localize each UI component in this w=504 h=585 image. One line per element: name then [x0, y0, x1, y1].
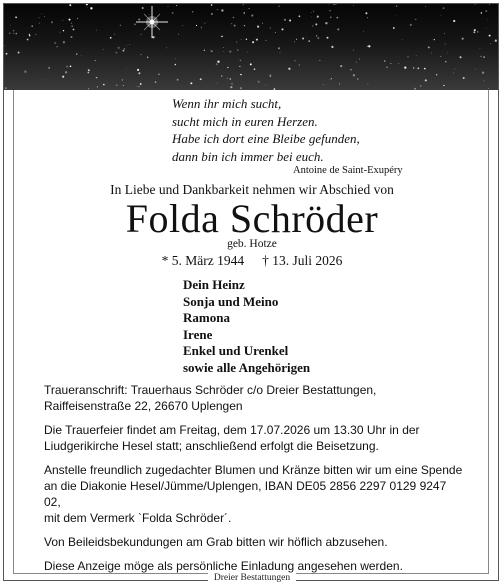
- donation-request: Anstelle freundlich zugedachter Blumen und Kränze bitten wir um eine Spende an die Diakonie Hesel/Jümme/Uplengen, IBAN DE05 2856 2297 0129 9247 02, mit dem Vermerk `Folda Schröder´.: [44, 463, 463, 525]
- death-date: † 13. Juli 2026: [262, 253, 343, 268]
- poem-line: sucht mich in euren Herzen.: [172, 113, 318, 129]
- mourning-address: Traueranschrift: Trauerhaus Schröder c/o Dreier Bestattungen, Raiffeisenstraße 22, 26670 Uplengen: [44, 383, 377, 413]
- maiden-name: geb. Hotze: [227, 238, 277, 250]
- poem: [172, 95, 452, 165]
- funeral-home-name: Dreier Bestattungen: [208, 573, 296, 583]
- mourners-list: [183, 277, 310, 376]
- funeral-info: Die Trauerfeier findet am Freitag, dem 17.07.2026 um 13.30 Uhr in der Liudgerikirche Hesel statt; anschließend erfolgt die Beisetzung.: [44, 423, 420, 453]
- poem-line: Wenn ihr mich sucht,: [172, 96, 282, 111]
- mourner: Dein Heinz: [183, 277, 245, 292]
- night-sky-banner: [4, 4, 498, 90]
- mourner: Irene: [183, 326, 213, 342]
- mourner: Ramona: [183, 310, 230, 325]
- condolence-note: Von Beileidsbekundungen am Grab bitten wir höflich abzusehen.: [44, 535, 388, 549]
- invitation-note: Diese Anzeige möge als persönliche Einladung angesehen werden.: [44, 559, 403, 573]
- birth-date: * 5. März 1944: [161, 253, 245, 268]
- poem-line: Habe ich dort eine Bleibe gefunden,: [172, 131, 360, 146]
- life-dates: [0, 253, 504, 269]
- poem-line: dann bin ich immer bei euch.: [172, 148, 324, 164]
- mourner: Enkel und Urenkel: [183, 343, 289, 358]
- intro-line: In Liebe und Dankbarkeit nehmen wir Abschied von: [110, 182, 394, 197]
- footer: [0, 567, 504, 585]
- mourner: sowie alle Angehörigen: [183, 359, 311, 375]
- mourner: Sonja und Meino: [183, 293, 279, 309]
- star-field-image: [4, 4, 498, 90]
- poem-author: Antoine de Saint-Exupéry: [293, 165, 403, 176]
- notices: [44, 382, 464, 582]
- deceased-name: Folda Schröder: [125, 196, 379, 241]
